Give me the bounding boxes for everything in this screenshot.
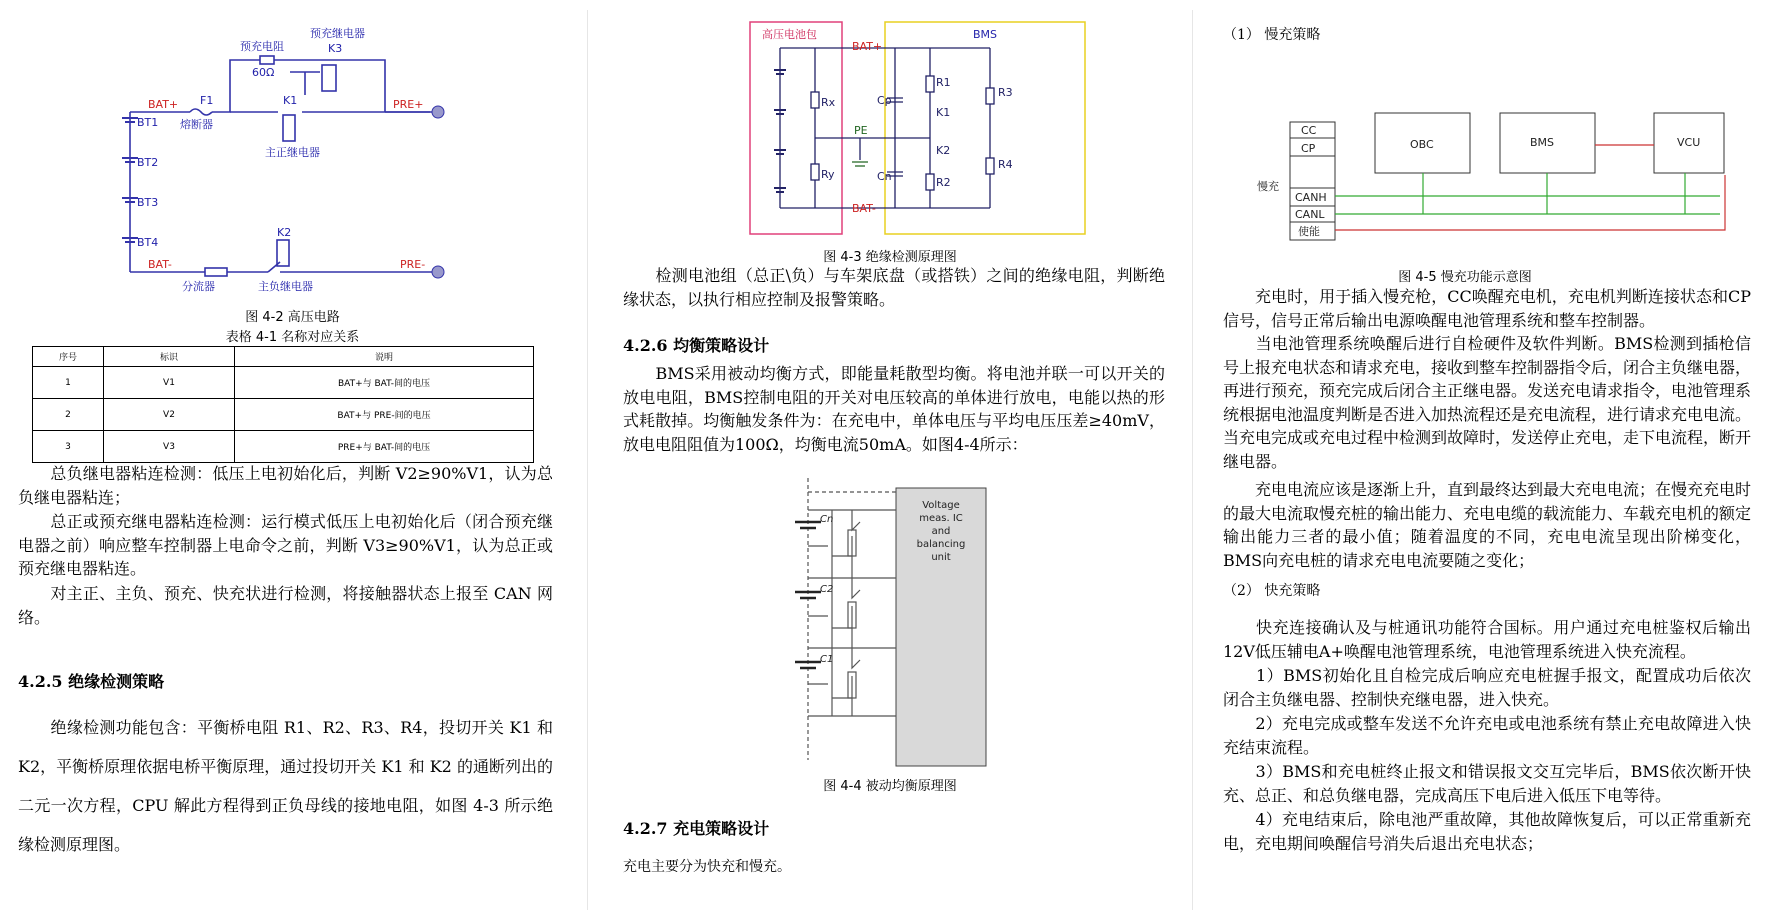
label-shunt: 分流器 [182, 280, 215, 293]
table-row [33, 431, 534, 463]
table-header: 说明 [235, 347, 534, 367]
label-canl: CANL [1295, 208, 1325, 221]
label-cn: Cn [820, 514, 834, 525]
paragraph: 2）充电完成或整车发送不允许充电或电池系统有禁止充电故障进入快充结束流程。 [1223, 714, 1751, 757]
label-r4: R4 [998, 158, 1013, 171]
table-cell: V2 [104, 399, 235, 431]
section-heading: 4.2.5 绝缘检测策略 [18, 672, 165, 691]
paragraph: 检测电池组（总正\负）与车架底盘（或搭铁）之间的绝缘电阻，判断绝缘状态，以执行相应控制及报警策略。 [623, 266, 1165, 309]
table-header: 标识 [104, 347, 235, 367]
unit-label-line: balancing [916, 539, 966, 550]
paragraph: 4）充电结束后，除电池严重故障，其他故障恢复后，可以正常重新充电，充电期间唤醒信号消失后退出充电状态； [1223, 810, 1751, 853]
label-k2: K2 [277, 226, 292, 239]
label-bat-minus: BAT- [852, 202, 876, 215]
bms-box [885, 22, 1085, 234]
label-c1: C1 [820, 654, 834, 665]
passive-balancing-figure [590, 470, 1190, 770]
paragraph: 当电池管理系统唤醒后进行自检硬件及软件判断。BMS检测到插枪信号上报充电状态和请求充电，接收到整车控制器指令后，闭合主负继电器，再进行预充，预充完成后闭合主正继电器。发送充电请求指令，电池管理系统根据电池温度判断是否进入加热流程还是充电流程，进行请求充电电流。当充电完成或充电过程中检测到故障时，发送停止充电，走下电流程，断开继电器。 [1223, 334, 1752, 471]
unit-label-line: Voltage [922, 500, 960, 511]
label-cp: CP [1301, 142, 1316, 155]
label-k3: K3 [328, 42, 343, 55]
column-divider [587, 10, 588, 910]
label-cc: CC [1301, 124, 1317, 137]
paragraph: BMS采用被动均衡方式，即能量耗散型均衡。将电池并联一可以开关的放电电阻，BMS控制电阻的开关对电压较高的单体进行放电，电能以热的形式耗散掉。均衡触发条件为：在充电中，单体电压与平均电压压差≥40mV，放电电阻阻值为100Ω，均衡电流50mA。如图4-4所示： [623, 364, 1165, 454]
label-precharge-resistor: 预充电阻 [240, 40, 284, 53]
paragraph: 1）BMS初始化且自检完成后响应充电桩握手报文，配置成功后依次闭合主负继电器、控制快充继电器，进入快充。 [1223, 666, 1751, 709]
table-cell: V1 [104, 367, 235, 399]
label-f1: F1 [200, 94, 214, 107]
figure-caption: 图 4-2 高压电路 [245, 310, 340, 325]
paragraph: 充电电流应该是逐渐上升，直到最终达到最大充电电流；在慢充充电时的最大电流取慢充桩的输出能力、充电电缆的载流能力、车载充电机的额定输出能力三者的最小值；随着温度的不同，充电电流呈现出阶梯变化，BMS向充电桩的请求充电电流要随之变化； [1223, 480, 1752, 570]
label-obc: OBC [1410, 138, 1434, 151]
label-vcu: VCU [1677, 136, 1701, 149]
table-cell: 1 [33, 367, 104, 399]
label-pre-plus: PRE+ [393, 98, 424, 111]
table-cell: PRE+与 BAT-间的电压 [235, 431, 534, 463]
table-cell: 2 [33, 399, 104, 431]
figure-caption: 图 4-3 绝缘检测原理图 [823, 250, 957, 265]
paragraph: 总正或预充继电器粘连检测：运行模式低压上电初始化后（闭合预充继电器之前）响应整车控制器上电命令之前，判断 V3≥90%V1，认为总正或预充继电器粘连。 [18, 512, 553, 578]
table-cell: V3 [104, 431, 235, 463]
label-60ohm: 60Ω [252, 66, 275, 79]
label-bt2: BT2 [137, 156, 159, 169]
name-mapping-table [32, 346, 534, 463]
label-hv-pack: 高压电池包 [762, 28, 817, 41]
paragraph: 充电时，用于插入慢充枪，CC唤醒充电机，充电机判断连接状态和CP信号，信号正常后输出电源唤醒电池管理系统和整车控制器。 [1223, 287, 1751, 330]
right-column [1195, 0, 1775, 914]
label-bms: BMS [973, 28, 998, 41]
table-row [33, 399, 534, 431]
section-heading: 4.2.7 充电策略设计 [623, 819, 770, 838]
table-cell: BAT+与 PRE-间的电压 [235, 399, 534, 431]
unit-label-line: unit [931, 552, 951, 563]
insulation-detection-figure [590, 0, 1190, 240]
paragraph: 总负继电器粘连检测：低压上电初始化后，判断 V2≥90%V1，认为总负继电器粘连； [18, 464, 553, 507]
table-header: 序号 [33, 347, 104, 367]
label-main-neg-relay: 主负继电器 [258, 280, 313, 293]
paragraph: 绝缘检测功能包含：平衡桥电阻 R1、R2、R3、R4，投切开关 K1 和 K2，平衡桥原理依据电桥平衡原理，通过投切开关 K1 和 K2 的通断列出的二元一次方程，CPU 解此方程得到正负母线的接地电阻，如图 4-3 所示绝缘检测原理图。 [18, 718, 553, 854]
label-bt1: BT1 [137, 116, 159, 129]
label-bat-plus: BAT+ [852, 40, 883, 53]
label-c2: C2 [820, 584, 834, 595]
high-voltage-circuit-figure [0, 0, 585, 310]
label-bms: BMS [1530, 136, 1555, 149]
label-k2: K2 [936, 144, 951, 157]
hv-pack-box [750, 22, 842, 234]
label-bat-minus: BAT- [148, 258, 172, 271]
label-bt3: BT3 [137, 196, 159, 209]
label-k1: K1 [283, 94, 298, 107]
label-k1: K1 [936, 106, 951, 119]
label-r1: R1 [936, 76, 951, 89]
middle-column [590, 0, 1190, 914]
label-fuse: 熔断器 [180, 118, 213, 131]
label-main-pos-relay: 主正继电器 [265, 146, 320, 159]
label-r2: R2 [936, 176, 951, 189]
table-row [33, 367, 534, 399]
paragraph: 充电主要分为快充和慢充。 [623, 859, 791, 875]
label-precharge-relay: 预充继电器 [310, 27, 365, 40]
slow-charge-figure [1195, 0, 1775, 238]
paragraph: 3）BMS和充电桩终止报文和错误报文交互完毕后，BMS依次断开快充、总正、和总负继电器，完成高压下电后进入低压下电等待。 [1223, 762, 1751, 805]
label-cp: Cp [877, 94, 892, 107]
subsection-title: （2） 快充策略 [1223, 583, 1321, 599]
figure-caption: 图 4-4 被动均衡原理图 [823, 779, 957, 794]
label-cn: Cn [877, 170, 892, 183]
label-r3: R3 [998, 86, 1013, 99]
table-caption: 表格 4-1 名称对应关系 [225, 330, 360, 345]
label-bat-plus: BAT+ [148, 98, 179, 111]
label-rx: Rx [821, 96, 836, 109]
column-divider [1192, 10, 1193, 910]
pre-plus-terminal [432, 106, 444, 118]
paragraph: 快充连接确认及与桩通讯功能符合国标。用户通过充电桩鉴权后输出12V低压辅电A+唤醒电池管理系统，电池管理系统进入快充流程。 [1223, 618, 1751, 661]
subsection-title: （1） 慢充策略 [1223, 27, 1321, 43]
label-pe: PE [854, 124, 868, 137]
label-slow: 慢充 [1257, 180, 1279, 193]
figure-caption: 图 4-5 慢充功能示意图 [1398, 270, 1532, 285]
unit-label-line: meas. IC [919, 513, 963, 524]
label-enable: 使能 [1298, 225, 1320, 238]
left-column [0, 0, 585, 914]
pre-minus-terminal [432, 266, 444, 278]
label-bt4: BT4 [137, 236, 159, 249]
label-pre-minus: PRE- [400, 258, 426, 271]
label-ry: Ry [821, 168, 835, 181]
label-canh: CANH [1295, 191, 1327, 204]
table-cell: 3 [33, 431, 104, 463]
unit-label-line: and [931, 526, 951, 537]
table-cell: BAT+与 BAT-间的电压 [235, 367, 534, 399]
section-heading: 4.2.6 均衡策略设计 [623, 336, 770, 355]
paragraph: 对主正、主负、预充、快充状进行检测，将接触器状态上报至 CAN 网络。 [18, 584, 553, 627]
